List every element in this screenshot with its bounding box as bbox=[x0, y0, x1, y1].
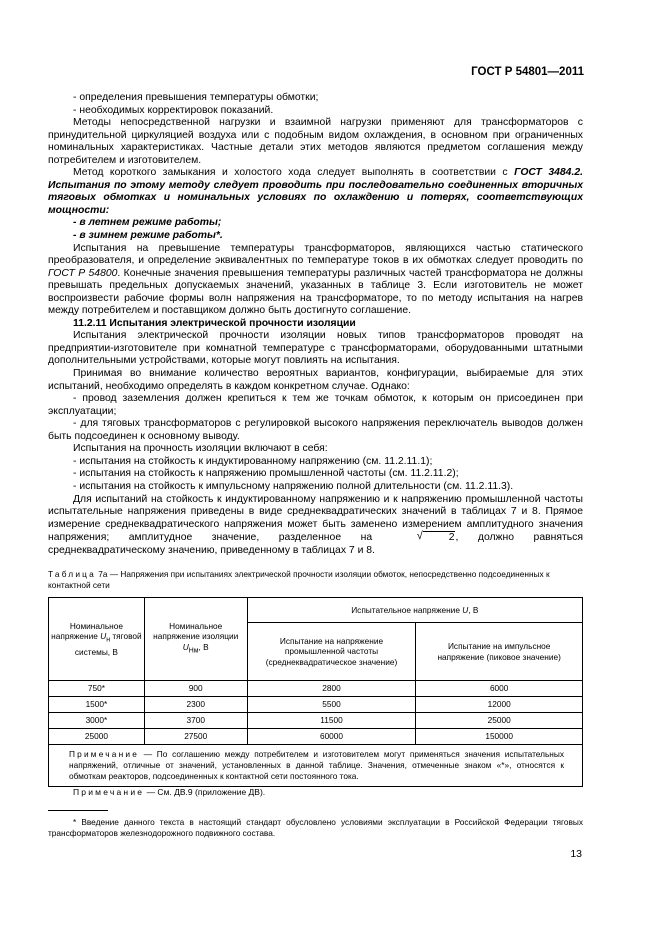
footnote-divider bbox=[48, 810, 108, 811]
list-item: - провод заземления должен крепиться к тем же точкам обмоток, к которым он присоединен при эксплуатации; bbox=[48, 393, 583, 417]
paragraph: Принимая во внимание количество вероятных вариантов, конфигурации, выбираемые для этих испытаний, необходимо определять в каждом конкретном случае. Однако: bbox=[48, 368, 583, 392]
table-caption: Таблица 7а — Напряжения при испытаниях электрической прочности изоляции обмоток, непосредственно подсоединенных к контактной сети bbox=[48, 569, 550, 590]
column-header-impulse: Испытание на импульсное напряжение (пиковое значение) bbox=[416, 623, 583, 681]
paragraph: Испытания на превышение температуры трансформаторов, являющихся частью статического преобразователя, и определение эквивалентных по температуре токов в их обмотках следует проводить по ГОСТ Р 54800. Конечные значения превышения температуры различных частей трансформатора не должны превышать предельных допускаемых значений, указанных в таблице 3. Если изготовитель не может воспроизвести рабочие формы волн напряжения на трансформаторе, то по методу испытания на нагрев между потребителем и поставщиком должно быть достигнуто соглашение. bbox=[48, 242, 583, 317]
column-header-insulation-voltage: Номинальное напряжение изоляции $U_{Нм}$, В bbox=[144, 598, 247, 681]
paragraph: Испытания на прочность изоляции включают в себя: bbox=[73, 443, 328, 455]
column-group-test-voltage: Испытательное напряжение U, В bbox=[247, 598, 582, 623]
table-row: 1500* 2300 5500 12000 bbox=[49, 697, 583, 713]
list-item: - необходимых корректировок показаний. bbox=[73, 104, 274, 116]
column-header-power-frequency: Испытание на напряжение промышленной частоты (среднеквадратическое значение) bbox=[247, 623, 416, 681]
body-text bbox=[48, 92, 583, 557]
list-item: - в зимнем режиме работы*. bbox=[73, 230, 223, 242]
list-item: - в летнем режиме работы; bbox=[73, 217, 222, 229]
footnote: * Введение данного текста в настоящий стандарт обусловлено условиями эксплуатации в Российской Федерации тяговых трансформаторов железнодорожного подвижного состава. bbox=[48, 817, 583, 838]
document-header: ГОСТ Р 54801—2011 bbox=[471, 66, 584, 78]
list-item: - испытания на стойкость к импульсному напряжению полной длительности (см. 11.2.11.3). bbox=[73, 480, 514, 492]
section-title: 11.2.11 Испытания электрической прочности изоляции bbox=[73, 317, 356, 329]
paragraph-short-circuit-method: Метод короткого замыкания и холостого хода следует выполнять в соответствии с ГОСТ 3484.2. Испытания по этому методу следует проводить при последовательно соединенных вторичных тяговых обмотках и номинальных условиях по охлаждению и потерях, соответствующих мощности: bbox=[48, 167, 583, 216]
list-item: - для тяговых трансформаторов с регулировкой высокого напряжения переключатель выводов должен быть подсоединен к основному выводу. bbox=[48, 418, 583, 442]
voltage-table bbox=[48, 597, 583, 787]
paragraph: Методы непосредственной нагрузки и взаимной нагрузки применяют для трансформаторов с принудительной циркуляцией воздуха или с подобным видом охлаждения, в основном при ограниченных номинальных характеристиках. Частные детали этих методов являются предметом соглашения между потребителем и изготовителем. bbox=[48, 117, 583, 166]
list-item: - испытания на стойкость к напряжению промышленной частоты (см. 11.2.11.2); bbox=[73, 468, 459, 480]
table-row: 3000* 3700 11500 25000 bbox=[49, 713, 583, 729]
page-number: 13 bbox=[570, 848, 582, 860]
list-item: - испытания на стойкость к индуктированному напряжению (см. 11.2.11.1); bbox=[73, 455, 433, 467]
note: Примечание — См. ДВ.9 (приложение ДВ). bbox=[73, 787, 266, 797]
paragraph: Для испытаний на стойкость к индуктированному напряжению и к напряжению промышленной частоты испытательные напряжения приведены в виде среднеквадратических значений в таблицах 7 и 8. Прямое измерение среднеквадратического напряжения может быть заменено измерением амплитудного значения напряжения; амплитудное значение, разделенное на √ 2, должно равняться среднеквадратическому значению, приведенному в таблицах 7 и 8. bbox=[48, 493, 583, 556]
paragraph: Испытания электрической прочности изоляции новых типов трансформаторов проводят на предприятии-изготовителе при комнатной температуре с трансформаторами, оборудованными штатными дополнительными устройствами, которые могут повлиять на испытания. bbox=[48, 330, 583, 367]
table-row: 750* 900 2800 6000 bbox=[49, 681, 583, 697]
table-row: 25000 27500 60000 150000 bbox=[49, 729, 583, 745]
list-item: - определения превышения температуры обмотки; bbox=[73, 92, 319, 103]
square-root-symbol: √ 2 bbox=[416, 530, 455, 544]
standard-reference: ГОСТ 3484.2 bbox=[514, 167, 581, 179]
standard-reference: ГОСТ Р 54800 bbox=[48, 267, 118, 279]
table-note: Примечание — По соглашению между потребителем и изготовителем могут применяться значения испытательных напряжений, отличные от значений, установленных в данной таблице. Значения, отмеченные знаком «*», относятся к обмоткам реакторов, подсоединенных к контактной сети постоянного тока. bbox=[49, 745, 583, 787]
column-header-rated-voltage: Номинальное напряжение $U_н$ тяговой системы, В bbox=[49, 598, 145, 681]
